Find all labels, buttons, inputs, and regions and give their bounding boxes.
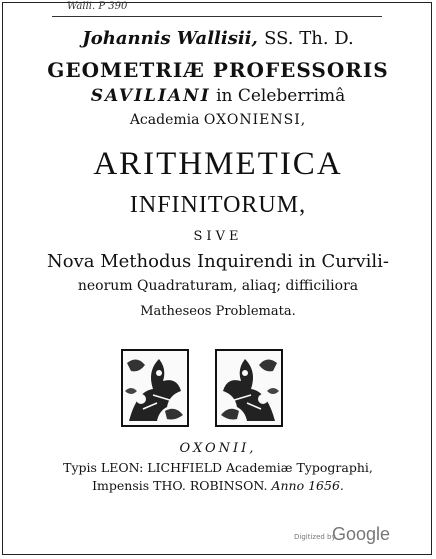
sive-word: SIVE bbox=[193, 229, 243, 244]
description-line-1: Nova Methodus Inquirendi in Curvili- bbox=[46, 251, 390, 272]
academia-line bbox=[0, 112, 436, 128]
savilian-line bbox=[0, 86, 436, 106]
main-title: ARITHMETICA bbox=[93, 146, 343, 182]
woodcut-ornament-left bbox=[121, 349, 189, 427]
library-shelf-mark: Walli. P 390 bbox=[67, 1, 128, 12]
description-line-2: neorum Quadraturam, aliaq; difficiliora bbox=[77, 278, 359, 294]
woodcut-ornament-right bbox=[215, 349, 283, 427]
subtitle: INFINITORUM, bbox=[129, 192, 307, 218]
imprint-publisher: Impensis THO. ROBINSON. bbox=[92, 478, 268, 493]
digitized-by-label: Digitized by bbox=[294, 533, 336, 541]
google-watermark: Google bbox=[332, 524, 391, 544]
author-name: Johannis Wallisii, bbox=[82, 28, 258, 49]
imprint-printer: Typis LEON: LICHFIELD Academiæ Typographi, bbox=[63, 460, 373, 475]
author-degree: SS. Th. D. bbox=[264, 28, 354, 49]
imprint-place: OXONII, bbox=[179, 441, 257, 456]
description-line-3: Matheseos Problemata. bbox=[140, 304, 296, 319]
imprint-year: Anno 1656. bbox=[271, 478, 344, 493]
in-celeberrima: in Celeberrimâ bbox=[216, 86, 346, 106]
imprint-publisher-line bbox=[0, 478, 436, 493]
top-rule bbox=[52, 16, 382, 17]
academia-word: Academia bbox=[129, 112, 200, 128]
oxoniensi-word: OXONIENSI, bbox=[203, 112, 307, 128]
professor-line: GEOMETRIÆ PROFESSORIS bbox=[47, 58, 389, 82]
author-line bbox=[0, 28, 436, 49]
savilian-word: SAVILIANI bbox=[90, 86, 211, 106]
